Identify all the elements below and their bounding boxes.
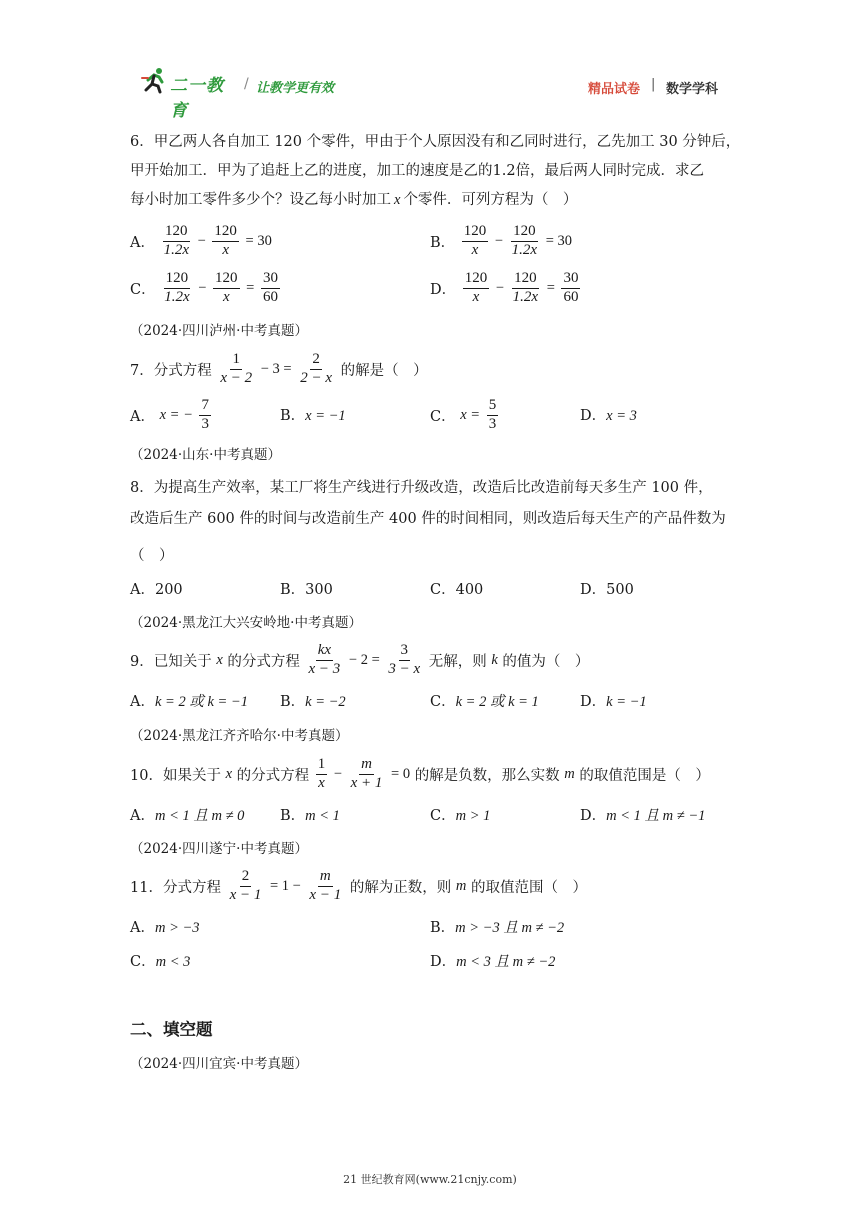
q6-option-c[interactable]: C． $\frac{120}{1.2x}$ − $\frac{120}{x}$ = $\frac{30}{60}$ (130, 270, 278, 305)
q9-option-a[interactable]: A．k = 2 或 k = −1 (130, 694, 248, 710)
question-7: 7．分式方程 $\frac{1}{x - 2}$ − 3 = $\frac{2}{2 - x}$ 的解是（ ） (130, 351, 428, 386)
page-footer: 21 世纪教育网(www.21cnjy.com) (343, 1173, 517, 1186)
logo-text: 二一教育 (170, 76, 224, 121)
q11-option-d[interactable]: D．m < 3 且 m ≠ −2 (430, 954, 556, 970)
var-x: x (394, 192, 401, 208)
q11-option-c[interactable]: C．m < 3 (130, 954, 191, 970)
header-subject: 数学学科 (666, 82, 719, 97)
q8-option-d[interactable]: D．500 (580, 582, 634, 598)
q7-option-d[interactable]: D．x = 3 (580, 408, 637, 424)
source-q7: （2024·四川泸州·中考真题） (130, 323, 308, 339)
q8-option-a[interactable]: A．200 (130, 582, 183, 598)
q7-option-a[interactable]: A． x = − $\frac{7}{3}$ (130, 397, 209, 432)
source-q11: （2024·四川遂宁·中考真题） (130, 841, 308, 857)
source-q8: （2024·山东·中考真题） (130, 447, 281, 463)
q6-line-1: 6．甲乙两人各自加工 120 个零件，甲由于个人原因没有和乙同时进行，乙先加工 30 分钟后， (130, 134, 741, 150)
question-10: 10．如果关于 x 的分式方程 $\frac{1}{x}$ − $\frac{m}{x + 1}$ = 0 的解是负数，那么实数 m 的取值范围是（ ） (130, 756, 710, 791)
source-next: （2024·四川宜宾·中考真题） (130, 1056, 308, 1072)
header-divider: | (651, 77, 656, 92)
q9-option-d[interactable]: D．k = −1 (580, 694, 647, 710)
q10-option-c[interactable]: C．m > 1 (430, 808, 491, 824)
q8-option-b[interactable]: B．300 (280, 582, 333, 598)
q11-option-a[interactable]: A．m > −3 (130, 920, 200, 936)
q8-line-3: （ ） (130, 548, 174, 564)
source-q9: （2024·黑龙江大兴安岭地·中考真题） (130, 615, 362, 631)
q6-option-b[interactable]: B． $\frac{120}{x}$ − $\frac{120}{1.2x}$ = 30 (430, 223, 573, 258)
q10-option-b[interactable]: B．m < 1 (280, 808, 340, 824)
q6-line-2: 甲开始加工．甲为了追赶上乙的进度，加工的速度是乙的1.2倍，最后两人同时完成．求乙 (130, 163, 705, 179)
question-9: 9．已知关于 x 的分式方程 $\frac{kx}{x - 3}$ − 2 = $\frac{3}{3 - x}$ 无解，则 k 的值为（ ） (130, 642, 590, 677)
q6-line-3: 每小时加工零件多少个？设乙每小时加工 x 个零件．可列方程为（ ） (130, 192, 578, 208)
question-11: 11．分式方程 $\frac{2}{x - 1}$ = 1 − $\frac{m}{x - 1}$ 的解为正数，则 m 的取值范围（ ） (130, 868, 588, 903)
q6-option-d[interactable]: D． $\frac{120}{x}$ − $\frac{120}{1.2x}$ = $\frac{30}{60}$ (430, 270, 579, 305)
q7-option-b[interactable]: B．x = −1 (280, 408, 346, 424)
q10-option-d[interactable]: D．m < 1 且 m ≠ −1 (580, 808, 706, 824)
q9-option-b[interactable]: B．k = −2 (280, 694, 346, 710)
source-q10: （2024·黑龙江齐齐哈尔·中考真题） (130, 728, 349, 744)
runner-logo-icon (140, 66, 168, 94)
q11-option-b[interactable]: B．m > −3 且 m ≠ −2 (430, 920, 565, 936)
q8-line-1: 8．为提高生产效率，某工厂将生产线进行升级改造，改造后比改造前每天多生产 100 件， (130, 480, 713, 496)
q6-option-a[interactable]: A． $\frac{120}{1.2x}$ − $\frac{120}{x}$ = 30 (130, 223, 272, 258)
section-title-fill-in: 二、填空题 (130, 1020, 213, 1039)
header-tag: 精品试卷 (588, 82, 641, 97)
q9-option-c[interactable]: C．k = 2 或 k = 1 (430, 694, 539, 710)
q10-option-a[interactable]: A．m < 1 且 m ≠ 0 (130, 808, 245, 824)
header-slash: / (244, 76, 249, 92)
q8-line-2: 改造后生产 600 件的时间与改造前生产 400 件的时间相同，则改造后每天生产的产品件数为 (130, 511, 726, 527)
q7-option-c[interactable]: C． x = $\frac{5}{3}$ (430, 397, 497, 432)
q8-option-c[interactable]: C．400 (430, 582, 484, 598)
brand-logo (140, 66, 240, 121)
header-slogan: 让教学更有效 (256, 81, 335, 96)
